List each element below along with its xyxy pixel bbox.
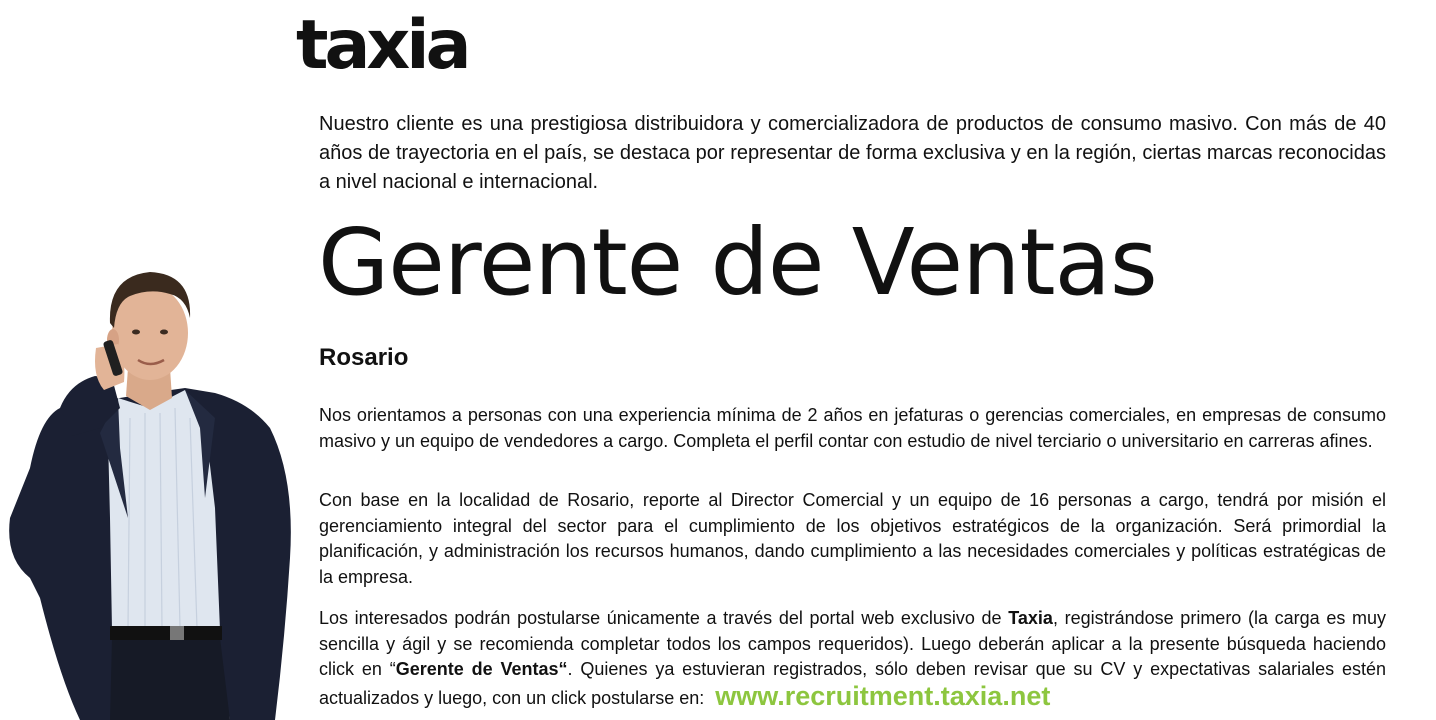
apply-paragraph	[319, 606, 1386, 711]
taxia-logo-mark	[296, 14, 474, 78]
recruitment-url-link[interactable]: www.recruitment.taxia.net	[715, 680, 1051, 711]
apply-text-3: . Quienes ya estuvieran registrados, sólo deben revisar que su CV y expectativas salariales estén actualizados y luego, con un click postularse en:	[319, 659, 1387, 708]
job-location: Rosario	[319, 344, 409, 371]
taxia-logo	[296, 14, 474, 78]
apply-job-title: Gerente de Ventas“	[395, 659, 568, 679]
mission-paragraph: Con base en la localidad de Rosario, reporte al Director Comercial y un equipo de 16 personas a cargo, tendrá por misión el gerenciamiento integral del sector para el cumplimiento de los objetivos estratégicos de la organización. Será primordial la planificación, y administración los recursos humanos, dando cumplimiento a las necesidades comerciales y políticas estratégicas de la empresa.	[319, 490, 1386, 587]
job-title: Gerente de Ventas	[318, 209, 1157, 316]
apply-brand: Taxia	[1008, 608, 1053, 628]
businessman-on-phone-photo	[0, 258, 300, 720]
apply-text-2: , registrándose primero (la carga es muy sencilla y ágil y se recomienda completar todos los campos requeridos). Luego deberán aplicar a la presente búsqueda haciendo click en “	[319, 608, 1386, 679]
apply-text-1: Los interesados podrán postularse únicamente a través del portal web exclusivo de	[319, 608, 1009, 628]
client-intro: Nuestro cliente es una prestigiosa distribuidora y comercializadora de productos de consumo masivo. Con más de 40 años de trayectoria en el país, se destaca por representar de forma exclusiva y en la región, ciertas marcas reconocidas a nivel nacional e internacional.	[319, 113, 1386, 193]
logo-wordmark: taxia	[296, 14, 468, 78]
requirements-paragraph: Nos orientamos a personas con una experiencia mínima de 2 años en jefaturas o gerencias comerciales, en empresas de consumo masivo y un equipo de vendedores a cargo. Completa el perfil contar con estudio de nivel terciario o universitario en carreras afines.	[319, 405, 1386, 451]
